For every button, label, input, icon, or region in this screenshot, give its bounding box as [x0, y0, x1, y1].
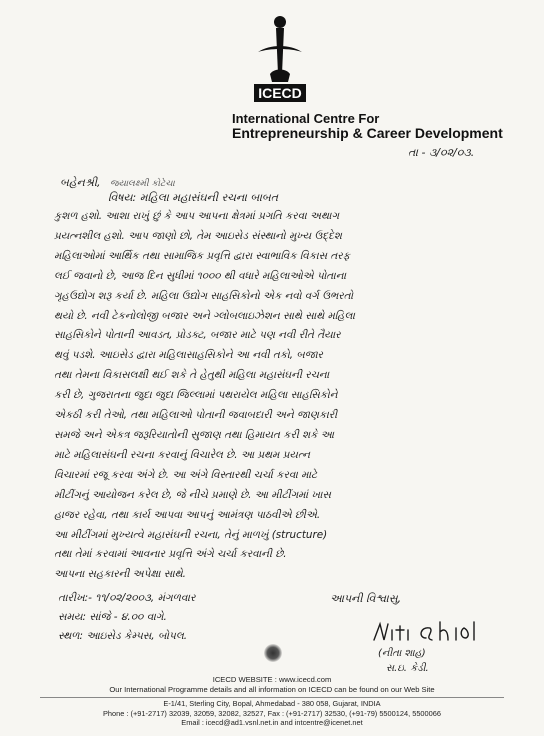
meeting-date: તારીખ:- ૧૧/૦૨/૨૦૦૩, મંગળવાર	[58, 592, 196, 604]
body-line: સાહસિકોને પોતાની આવડત, પ્રોડક્ટ, બજાર માટે પણ નવી રીતે તૈયાર	[54, 329, 341, 342]
body-line: પ્રયત્નશીલ હશો. આપ જાણો છો, તેમ આઇસેડ સંસ્થાનો મુખ્ય ઉદ્દેશ	[54, 229, 342, 242]
meeting-details	[58, 589, 195, 646]
body-line: માટે મહિલાસંઘની રચના કરવાનું વિચારેલ છે. આ પ્રથમ પ્રયત્ન	[54, 448, 311, 461]
body-line: આ મીટીંગમાં મુખ્યત્વે મહાસંઘની રચના, તેનું માળખું (structure)	[54, 528, 328, 541]
signer-org: સ.ઇ. કેડી.	[386, 663, 429, 674]
subject-line: વિષય: મહિલા મહાસંઘની રચના બાબત	[108, 191, 279, 204]
body-line: મીટીંગનું આયોજન કરેલ છે, જે નીચે પ્રમાણે છે. આ મીટીંગમાં ખાસ	[54, 488, 331, 501]
footer-divider	[40, 697, 504, 698]
icecd-logo	[250, 14, 310, 118]
org-line1: International Centre For	[232, 111, 380, 126]
body-line: થવું પડશે. આઇસેડ દ્વારા મહિલાસાહસિકોને આ નવી તકો, બજાર	[54, 349, 323, 362]
org-line2: Entrepreneurship & Career Development	[232, 125, 503, 141]
icecd-emblem-icon	[250, 14, 310, 118]
address-line2: Phone : (+91-2717) 32039, 32059, 32082, 32527, Fax : (+91-2717) 32530, (+91-79) 5500124, 5500066	[103, 708, 441, 718]
signature	[370, 618, 490, 652]
website-line1: ICECD WEBSITE : www.icecd.com	[212, 675, 332, 684]
letter-date: તા - ૩/૦૨/૦૩.	[408, 146, 475, 159]
closing: આપની વિશ્વાસુ,	[330, 592, 402, 605]
body-line: લઈ જવાનો છે, આજ દિન સુધીમાં ૧૦૦૦ થી વધારે મહિલાઓએ પોતાના	[54, 269, 347, 282]
letter-body	[54, 207, 494, 585]
website-info	[0, 675, 544, 694]
body-line: વિચારમાં રજૂ કરવા અંગે છે. આ અંગે વિસ્તારથી ચર્ચા કરવા માટે	[54, 468, 318, 481]
logo-text: ICECD	[258, 85, 302, 101]
body-line: હાજર રહેવા, તથા કાર્ય આપવા આપનું આમંત્રણ પાઠવીએ છીએ.	[54, 508, 321, 521]
address-line3: Email : icecd@ad1.vsnl.net.in and intcentre@icenet.net	[181, 718, 363, 727]
address-line1: E-1/41, Sterling City, Bopal, Ahmedabad - 380 058, Gujarat, INDIA	[163, 699, 381, 708]
salutation	[60, 176, 175, 190]
org-name	[232, 112, 503, 140]
meeting-place: સ્થળ: આઇસેડ કેમ્પસ, બોપલ.	[58, 630, 188, 642]
ink-stamp	[264, 644, 282, 662]
recipient-name: જયાલક્ષ્મી કોટેચા	[109, 179, 175, 189]
signature-icon	[370, 618, 490, 648]
body-line: મહિલાઓમાં આર્થિક તથા સામાજિક પ્રવૃત્તિ દ્વારા સ્વાભાવિક વિકાસ તરફ	[54, 249, 351, 262]
body-line: કુશળ હશો. આશા રાખું છું કે આપ આપના ક્ષેત્રમાં પ્રગતિ કરવા અથાગ	[54, 210, 340, 222]
body-line: કરી છે, ગુજરાતના જુદા જુદા જિલ્લામાં પથરાયેલ મહિલા સાહસિકોને	[54, 389, 338, 402]
body-line: એકઠી કરી તેઓ, તથા મહિલાઓ પોતાની જવાબદારી અને જાણકારી	[54, 409, 338, 422]
meeting-time: સમય: સાંજે - ૪.૦૦ વાગે.	[58, 611, 167, 623]
signer-name: (નીતા શાહ)	[378, 648, 426, 659]
body-line: તથા તેમાં કરવામાં આવનાર પ્રવૃત્તિ અંગે ચર્ચા કરવાની છે.	[54, 548, 287, 561]
body-line: તથા તેમના વિકાસલક્ષી થઈ શકે તે હેતુથી મહિલા મહાસંઘની રચના	[54, 369, 330, 382]
body-line: ગૃહઉદ્યોગ શરૂ કર્યા છે. મહિલા ઉદ્યોગ સાહસિકોનો એક નવો વર્ગ ઉભરતો	[54, 289, 354, 302]
body-line: આપના સહકારની અપેક્ષા સાથે.	[54, 568, 186, 581]
website-line2: Our International Programme details and all information on ICECD can be found on our Web Site	[109, 685, 435, 694]
salutation-text: બહેનશ્રી,	[60, 176, 101, 189]
address-block	[0, 699, 544, 728]
body-line: સમજે અને એકત્ર જરૂરિયાતોની સુજાણ તથા હિમાયત કરી શકે આ	[54, 428, 335, 441]
body-line: થયો છે. નવી ટેકનોલોજી બજાર અને ગ્લોબલાઇઝેશન સાથે સાથે મહિલા	[54, 309, 355, 322]
